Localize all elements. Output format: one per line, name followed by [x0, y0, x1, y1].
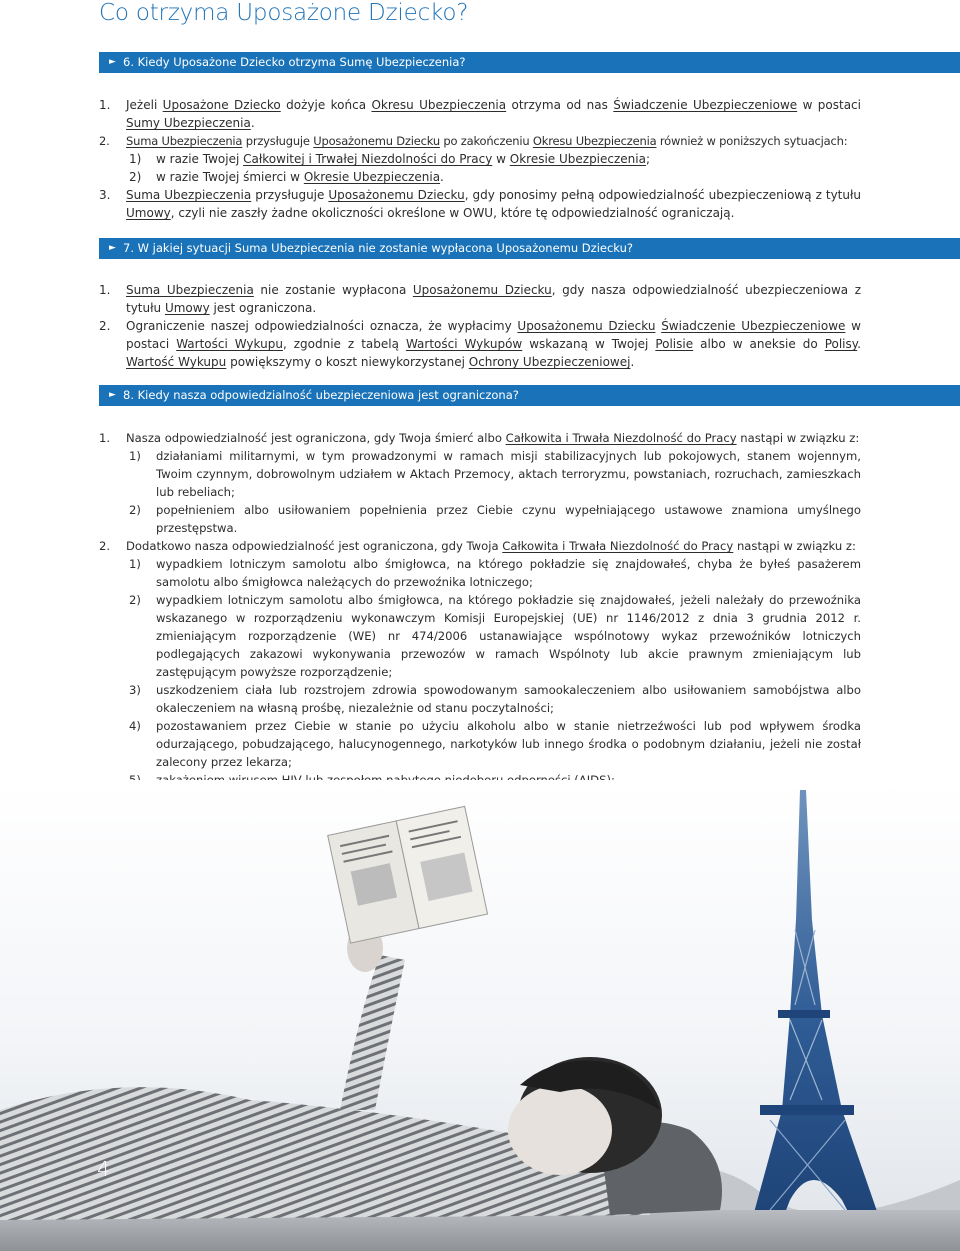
term-link[interactable]: Całkowita i Trwała Niezdolność do Pracy	[505, 431, 737, 445]
text: , czyli nie zaszły żadne okoliczności określone w OWU, które tę odpowiedzialność ograniczają.	[170, 206, 735, 220]
sub-list-item	[99, 591, 861, 681]
sub-item-text: wypadkiem lotniczym samolotu albo śmigłowca, na którego pokładzie się znajdowałeś, jeżeli należały do przewoźnika wskazanego w rozporządzeniu wykonawczym Komisji Europejskiej (UE) nr 1146/2012 z dnia 3 grudnia 2012 r. zmieniającym rozporządzenie (WE) nr 474/2006 ustanawiające wspólnotowy wykaz przewoźników lotniczych podlegających zakazowi wykonywania przewozów w ramach Wspólnoty lub akcie prawnym zmieniającym lub zastępującym powyższe rozporządzenie;	[156, 593, 861, 679]
item-number: 2)	[129, 593, 141, 607]
text: .	[857, 337, 861, 351]
term-link[interactable]: Całkowitej i Trwałej Niezdolności do Pracy	[243, 152, 493, 166]
text: , gdy ponosimy pełną odpowiedzialność ubezpieczeniową z tytułu	[464, 188, 862, 202]
section-6-content	[99, 96, 861, 222]
text: w razie Twojej śmierci w	[156, 170, 304, 184]
section-8-heading	[99, 385, 960, 406]
arrow-bullet-icon: ►	[109, 390, 116, 400]
text: ;	[645, 152, 651, 166]
term-link[interactable]: Świadczenie Ubezpieczeniowe	[661, 319, 846, 333]
term-link[interactable]: Umowy	[164, 301, 210, 315]
item-number: 1.	[99, 431, 111, 445]
text: w postaci	[126, 319, 861, 351]
list-item	[99, 429, 861, 447]
section-8-content	[99, 429, 861, 825]
sub-item-text: działaniami militarnymi, w tym prowadzonymi w ramach misji stabilizacyjnych lub pokojowych, stanem wojennym, Twoim czynnym, dobrowolnym udziałem w Aktach Przemocy, aktach terroryzmu, powstaniach, rozruchach, zamieszkach lub rebeliach;	[156, 449, 861, 499]
term-link[interactable]: Uposażonemu Dziecku	[412, 283, 552, 297]
term-link[interactable]: Uposażonemu Dziecku	[517, 319, 656, 333]
term-link[interactable]: Uposażonemu Dziecku	[313, 134, 440, 148]
text: .	[250, 116, 255, 130]
list-item	[99, 186, 861, 222]
term-link[interactable]: Okresie Ubezpieczenia	[509, 152, 646, 166]
arrow-bullet-icon: ►	[109, 243, 116, 253]
text: , gdy nasza odpowiedzialność ubezpieczeniowa z tytułu	[126, 283, 861, 315]
term-link[interactable]: Suma Ubezpieczenia	[126, 188, 252, 202]
text: , zgodnie z tabelą	[282, 337, 406, 351]
term-link[interactable]: Okresie Ubezpieczenia	[303, 170, 441, 184]
item-number: 2)	[129, 170, 142, 184]
list-item	[99, 537, 861, 555]
text: po zakończeniu	[439, 134, 533, 148]
sub-item-text: popełnieniem albo usiłowaniem popełnienia przez Ciebie czynu wypełniającego ustawowe znamiona umyślnego przestępstwa.	[156, 503, 861, 535]
term-link[interactable]: Sumy Ubezpieczenia	[126, 116, 251, 130]
text: dożyje końca	[280, 98, 372, 112]
list-item	[99, 132, 861, 150]
term-link[interactable]: Polisie	[655, 337, 694, 351]
item-number: 2.	[99, 319, 111, 333]
section-7-content	[99, 281, 861, 371]
text: przysługuje	[242, 134, 314, 148]
term-link[interactable]: Ochrony Ubezpieczeniowej	[468, 355, 631, 369]
text: Jeżeli	[126, 98, 163, 112]
text: również w poniższych sytuacjach:	[656, 134, 848, 148]
sub-list-item	[99, 447, 861, 501]
section-7-heading	[99, 238, 960, 259]
text: albo w aneksie do	[693, 337, 825, 351]
term-link[interactable]: Okresu Ubezpieczenia	[371, 98, 507, 112]
text: nie zostanie wypłacona	[253, 283, 413, 297]
item-number: 2)	[129, 503, 141, 517]
text: w razie Twojej	[156, 152, 244, 166]
text: .	[440, 170, 444, 184]
text: w	[492, 152, 510, 166]
item-number: 3.	[99, 188, 111, 202]
term-link[interactable]: Uposażonemu Dziecku	[328, 188, 465, 202]
item-number: 1)	[129, 152, 142, 166]
text: nastąpi w związku z:	[733, 539, 856, 553]
text: .	[630, 355, 635, 369]
woman-reading-eiffel-tower-photo	[0, 780, 960, 1251]
text: nastąpi w związku z:	[736, 431, 860, 445]
term-link[interactable]: Polisy	[824, 337, 858, 351]
arrow-bullet-icon: ►	[109, 57, 116, 67]
text: przysługuje	[251, 188, 329, 202]
sub-list-item	[99, 717, 861, 771]
text: w postaci	[797, 98, 861, 112]
term-link[interactable]: Umowy	[126, 206, 171, 220]
text: jest ograniczona.	[209, 301, 317, 315]
section-6-heading-text: 6. Kiedy Uposażone Dziecko otrzyma Sumę Ubezpieczenia?	[123, 55, 466, 69]
text: wskazaną w Twojej	[522, 337, 656, 351]
term-link[interactable]: Suma Ubezpieczenia	[126, 134, 243, 148]
item-number: 3)	[129, 683, 141, 697]
term-link[interactable]: Całkowita i Trwała Niezdolność do Pracy	[502, 539, 734, 553]
sub-list-item	[99, 168, 861, 186]
text: Ograniczenie naszej odpowiedzialności oznacza, że wypłacimy	[126, 319, 518, 333]
item-number: 4)	[129, 719, 141, 733]
sub-item-text: pozostawaniem przez Ciebie w stanie po użyciu alkoholu albo w stanie nietrzeźwości lub pod wpływem środka odurzającego, pobudzającego, halucynogennego, narkotyków lub innego środka o podobnym działaniu, jeżeli nie został zalecony przez lekarza;	[156, 719, 861, 769]
term-link[interactable]: Świadczenie Ubezpieczeniowe	[613, 98, 798, 112]
sub-list-item	[99, 681, 861, 717]
sub-item-text: uszkodzeniem ciała lub rozstrojem zdrowia spowodowanym samookaleczeniem albo usiłowaniem samobójstwa albo okaleczeniem na własną prośbę, niezależnie od stanu poczytalności;	[156, 683, 861, 715]
section-7-heading-text: 7. W jakiej sytuacji Suma Ubezpieczenia nie zostanie wypłacona Uposażonemu Dziecku?	[123, 241, 633, 255]
item-number: 1)	[129, 557, 141, 571]
sub-item-text: wypadkiem lotniczym samolotu albo śmigłowca, na którego pokładzie się znajdowałeś, chyba że byłeś pasażerem samolotu albo śmigłowca należących do przewoźnika lotniczego;	[156, 557, 861, 589]
item-number: 1.	[99, 283, 111, 297]
text: Nasza odpowiedzialność jest ograniczona, gdy Twoja śmierć albo	[126, 431, 506, 445]
sub-list-item	[99, 150, 861, 168]
term-link[interactable]: Wartości Wykupu	[176, 337, 283, 351]
section-6-heading	[99, 52, 960, 73]
term-link[interactable]: Suma Ubezpieczenia	[126, 283, 254, 297]
list-item	[99, 96, 861, 132]
page-title: Co otrzyma Uposażone Dziecko?	[99, 0, 469, 26]
sub-list-item	[99, 501, 861, 537]
term-link[interactable]: Wartości Wykupów	[405, 337, 523, 351]
section-8-heading-text: 8. Kiedy nasza odpowiedzialność ubezpieczeniowa jest ograniczona?	[123, 388, 519, 402]
list-item	[99, 281, 861, 317]
text: otrzyma od nas	[506, 98, 614, 112]
item-number: 1.	[99, 98, 111, 112]
text: powiększymy o koszt niewykorzystanej	[226, 355, 469, 369]
item-number: 2.	[99, 539, 111, 553]
text: Dodatkowo nasza odpowiedzialność jest ograniczona, gdy Twoja	[126, 539, 503, 553]
sub-list-item	[99, 555, 861, 591]
list-item	[99, 317, 861, 371]
term-link[interactable]: Okresu Ubezpieczenia	[532, 134, 657, 148]
term-link[interactable]: Uposażone Dziecko	[162, 98, 281, 112]
page-number: 4	[97, 1157, 110, 1181]
item-number: 2.	[99, 134, 110, 148]
item-number: 1)	[129, 449, 141, 463]
term-link[interactable]: Wartość Wykupu	[126, 355, 227, 369]
